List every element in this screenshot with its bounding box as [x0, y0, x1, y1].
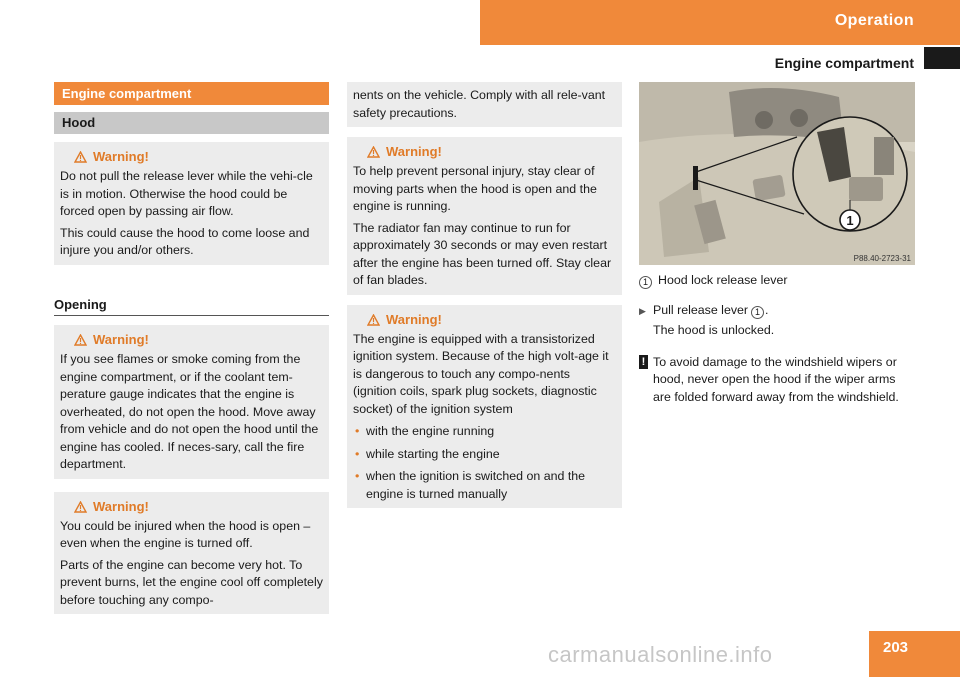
section-tab-label: Operation [834, 12, 914, 29]
section-title: Engine compartment [54, 82, 329, 105]
opening-heading: Opening [54, 296, 329, 317]
warning-box [347, 137, 622, 295]
warning-heading: Warning! [60, 147, 323, 166]
warning-text: Parts of the engine can become very hot. To prevent burns, let the engine cool off completely before touching any compo- [60, 557, 323, 607]
callout-marker: 1 [751, 306, 764, 319]
warning-box [347, 305, 622, 509]
warning-triangle-icon [74, 501, 87, 513]
list-item: • while starting the engine [353, 446, 616, 464]
watermark: carmanualsonline.info [548, 642, 773, 667]
warning-heading: Warning! [60, 497, 323, 516]
bullet-icon: • [355, 424, 360, 438]
warning-box [54, 492, 329, 615]
warning-text: To help prevent personal injury, stay clear of moving parts when the hood is open and the engine is running. [353, 164, 597, 213]
warning-box-continuation [347, 82, 622, 127]
notice: ! To avoid damage to the windshield wipers or hood, never open the hood if the wiper arms are folded forward away from the windshield. [639, 354, 915, 407]
warning-text: You could be injured when the hood is open – even when the engine is turned off. [60, 518, 311, 550]
instruction-step: ▶ Pull release lever 1 . [639, 302, 915, 320]
warning-text: The engine is equipped with a transistorized ignition system. Because of the high volt-age it is dangerous to touch any compo-nents (ignition coils, spark plug sockets, diagnostic socket) of the ignition system [353, 331, 609, 416]
warning-triangle-icon [74, 334, 87, 346]
warning-heading: Warning! [353, 310, 616, 329]
warning-triangle-icon [367, 314, 380, 326]
warning-box [54, 142, 329, 265]
subsection-title: Hood [54, 112, 329, 134]
warning-text: The radiator fan may continue to run for approximately 30 seconds or may even restart after the engine has been turned off. Stay clear of fan blades. [353, 220, 612, 287]
warning-box [54, 325, 329, 479]
photo-code: P88.40-2723-31 [853, 254, 911, 263]
notice-icon: ! [639, 355, 648, 369]
legend-item: 1 Hood lock release lever [639, 272, 915, 290]
warning-triangle-icon [74, 151, 87, 163]
warning-text: This could cause the hood to come loose and injure you and/or others. [60, 225, 310, 257]
page-subtitle: Engine compartment [774, 55, 914, 71]
list-item: • with the engine running [353, 423, 616, 441]
page-number: 203 [883, 639, 909, 656]
hood-release-photo [639, 82, 915, 265]
column-left [54, 82, 329, 614]
callout-number: 1 [846, 213, 854, 228]
page-number-tab [869, 631, 960, 677]
warning-text: If you see flames or smoke coming from the engine compartment, or if the coolant tem-perature gauge indicates that the engine is overheated, do not open the hood. Move away from vehicle and do not open the hood until the engine has cooled. If neces-sary, call the fire department. [60, 352, 319, 471]
warning-heading: Warning! [60, 330, 323, 349]
bullet-icon: • [355, 446, 360, 461]
warning-heading: Warning! [353, 142, 616, 161]
step-result: The hood is unlocked. [653, 323, 775, 337]
list-item: • when the ignition is switched on and the engine is turned manually [355, 469, 586, 501]
step-arrow-icon: ▶ [639, 305, 646, 316]
warning-text: Do not pull the release lever while the vehi-cle is in motion. Otherwise the hood could be forced open by passing air flow. [60, 169, 313, 218]
warning-triangle-icon [367, 146, 380, 158]
thumb-index-marker [924, 47, 960, 69]
bullet-icon: • [355, 469, 360, 483]
warning-text: nents on the vehicle. Comply with all rele-vant safety precautions. [353, 88, 606, 120]
section-tab [480, 0, 960, 45]
column-right [639, 82, 915, 406]
column-middle [347, 82, 622, 508]
callout-marker: 1 [639, 276, 652, 289]
